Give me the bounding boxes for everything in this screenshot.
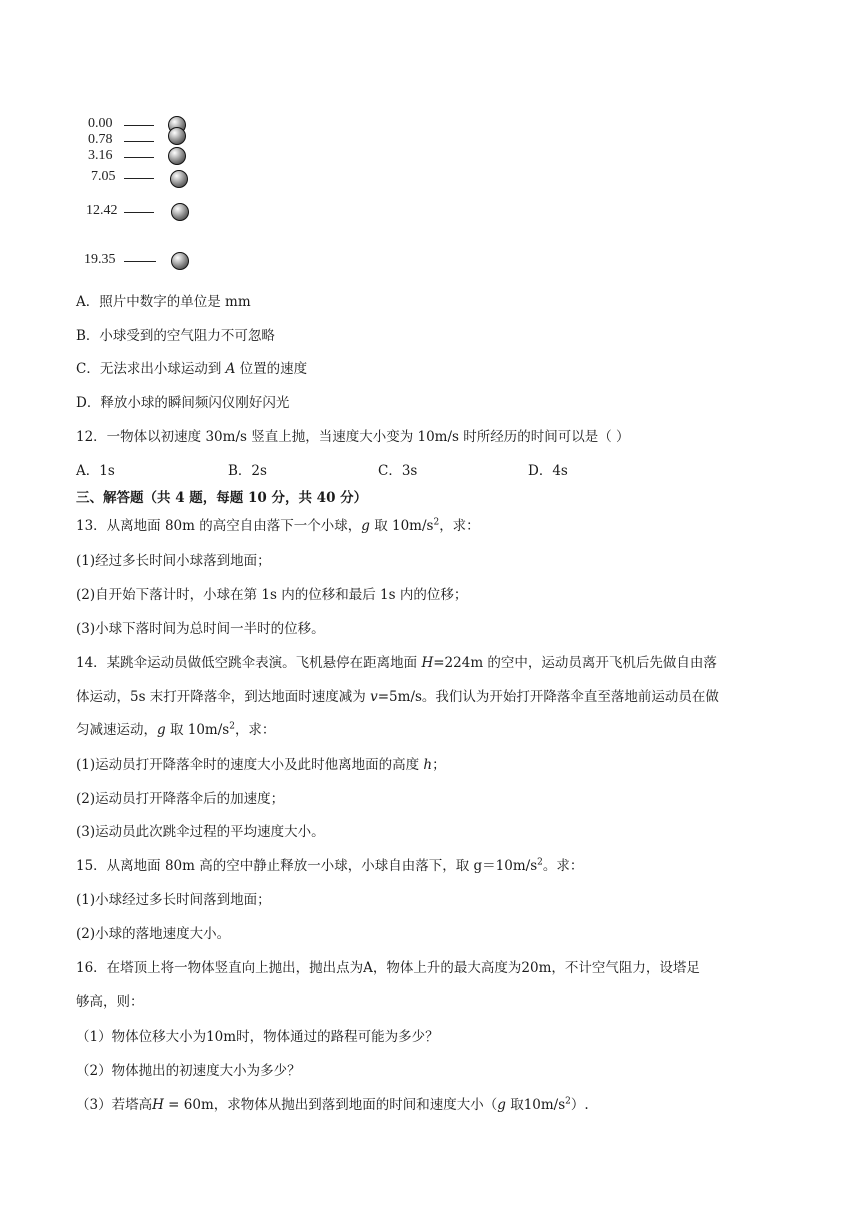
superscript: 2 xyxy=(229,721,235,732)
ball-icon xyxy=(171,252,189,270)
q11-option-b: B．小球受到的空气阻力不可忽略 xyxy=(76,328,275,344)
part-text: ）. xyxy=(570,1097,589,1113)
ruler-label: 0.78 xyxy=(88,132,113,147)
ruler-tick xyxy=(124,141,154,142)
ruler-tick xyxy=(124,212,154,213)
ruler-label: 7.05 xyxy=(91,169,116,184)
section-title: 三、解答题（共 4 题，每题 10 分，共 40 分） xyxy=(76,490,368,506)
q14-stem-line-3 xyxy=(76,720,275,740)
superscript: 2 xyxy=(433,517,440,528)
superscript: 2 xyxy=(565,1096,571,1107)
stem-text: 体运动，5s 末打开降落伞，到达地面时速度减为 xyxy=(76,689,371,705)
q13-stem xyxy=(76,516,480,536)
ruler-tick xyxy=(124,157,154,158)
ruler-label: 12.42 xyxy=(86,203,118,218)
ball-icon xyxy=(168,147,186,165)
ball-icon xyxy=(168,127,186,145)
variable-h: H xyxy=(152,1097,164,1113)
variable-g: g xyxy=(497,1097,506,1113)
stem-text: 取 10m/s xyxy=(165,722,230,738)
q16-stem-line-1: 16．在塔顶上将一物体竖直向上抛出，抛出点为A，物体上升的最大高度为20m，不计空气阻力，设塔足 xyxy=(76,960,700,976)
ruler-tick xyxy=(124,178,154,179)
stem-text: 匀减速运动， xyxy=(76,722,157,738)
q15-part-2: (2)小球的落地速度大小。 xyxy=(76,926,231,942)
variable-h: H xyxy=(421,655,434,671)
q14-part-2: (2)运动员打开降落伞后的加速度； xyxy=(76,791,285,807)
q13-part-2: (2)自开始下落计时，小球在第 1s 内的位移和最后 1s 内的位移； xyxy=(76,587,468,603)
q15-stem xyxy=(76,856,583,876)
ruler-label: 19.35 xyxy=(84,252,116,267)
variable-g: g xyxy=(361,518,370,534)
q16-part-2: （2）物体抛出的初速度大小为多少？ xyxy=(76,1063,301,1079)
stem-text: 取 10m/s xyxy=(369,518,434,534)
q12-option-d: D．4s xyxy=(528,463,568,479)
stem-text: 15．从离地面 80m 高的空中静止释放一小球，小球自由落下，取 g＝10m/s xyxy=(76,858,538,874)
q11-option-c xyxy=(76,359,307,379)
option-text: 位置的速度 xyxy=(235,361,308,377)
ruler-tick xyxy=(124,125,154,126)
q16-part-3 xyxy=(76,1095,589,1115)
part-text: (1)运动员打开降落伞时的速度大小及此时他离地面的高度 xyxy=(76,757,424,773)
q14-part-1 xyxy=(76,755,446,775)
variable-a: A xyxy=(225,361,236,377)
q12-stem: 12．一物体以初速度 30m/s 竖直上抛，当速度大小变为 10m/s 时所经历的时间可以是（ ） xyxy=(76,429,630,445)
stem-text: 13．从离地面 80m 的高空自由落下一个小球， xyxy=(76,518,362,534)
stem-text: 。求： xyxy=(542,858,584,874)
part-text: 取10m/s xyxy=(505,1097,566,1113)
q16-part-1: （1）物体位移大小为10m时，物体通过的路程可能为多少？ xyxy=(76,1029,439,1045)
q16-stem-line-2: 够高，则： xyxy=(76,994,144,1010)
stem-text: =5m/s。我们认为开始打开降落伞直至落地前运动员在做 xyxy=(377,689,719,705)
q15-part-1: (1)小球经过多长时间落到地面； xyxy=(76,892,271,908)
q11-option-d: D．释放小球的瞬间频闪仪刚好闪光 xyxy=(76,395,290,411)
ruler-label: 0.00 xyxy=(88,116,113,131)
variable-h: h xyxy=(423,757,433,773)
option-text: C．无法求出小球运动到 xyxy=(76,361,226,377)
ruler-tick xyxy=(124,261,156,262)
ball-icon xyxy=(171,203,189,221)
q12-options xyxy=(76,461,568,481)
ruler-label: 3.16 xyxy=(88,148,113,163)
superscript: 2 xyxy=(537,857,543,868)
q14-stem-line-1 xyxy=(76,653,717,673)
q12-option-a: A．1s xyxy=(76,463,115,479)
q14-part-3: (3)运动员此次跳伞过程的平均速度大小。 xyxy=(76,824,325,840)
part-text: （3）若塔高 xyxy=(76,1097,153,1113)
q11-option-a: A．照片中数字的单位是 mm xyxy=(76,294,251,310)
q12-option-c: C．3s xyxy=(378,463,418,479)
ball-icon xyxy=(170,170,188,188)
part-text: = 60m，求物体从抛出到落到地面的时间和速度大小（ xyxy=(163,1097,498,1113)
stem-text: =224m 的空中，运动员离开飞机后先做自由落 xyxy=(433,655,717,671)
variable-v: v xyxy=(370,689,378,705)
q13-part-1: (1)经过多长时间小球落到地面； xyxy=(76,553,271,569)
q14-stem-line-2 xyxy=(76,687,719,707)
q13-part-3: (3)小球下落时间为总时间一半时的位移。 xyxy=(76,621,325,637)
stem-text: 14．某跳伞运动员做低空跳伞表演。飞机悬停在距离地面 xyxy=(76,655,422,671)
q12-option-b: B．2s xyxy=(228,463,267,479)
variable-g: g xyxy=(157,722,166,738)
part-text: ； xyxy=(432,757,446,773)
stem-text: ，求： xyxy=(439,518,480,534)
stem-text: ，求： xyxy=(234,722,276,738)
